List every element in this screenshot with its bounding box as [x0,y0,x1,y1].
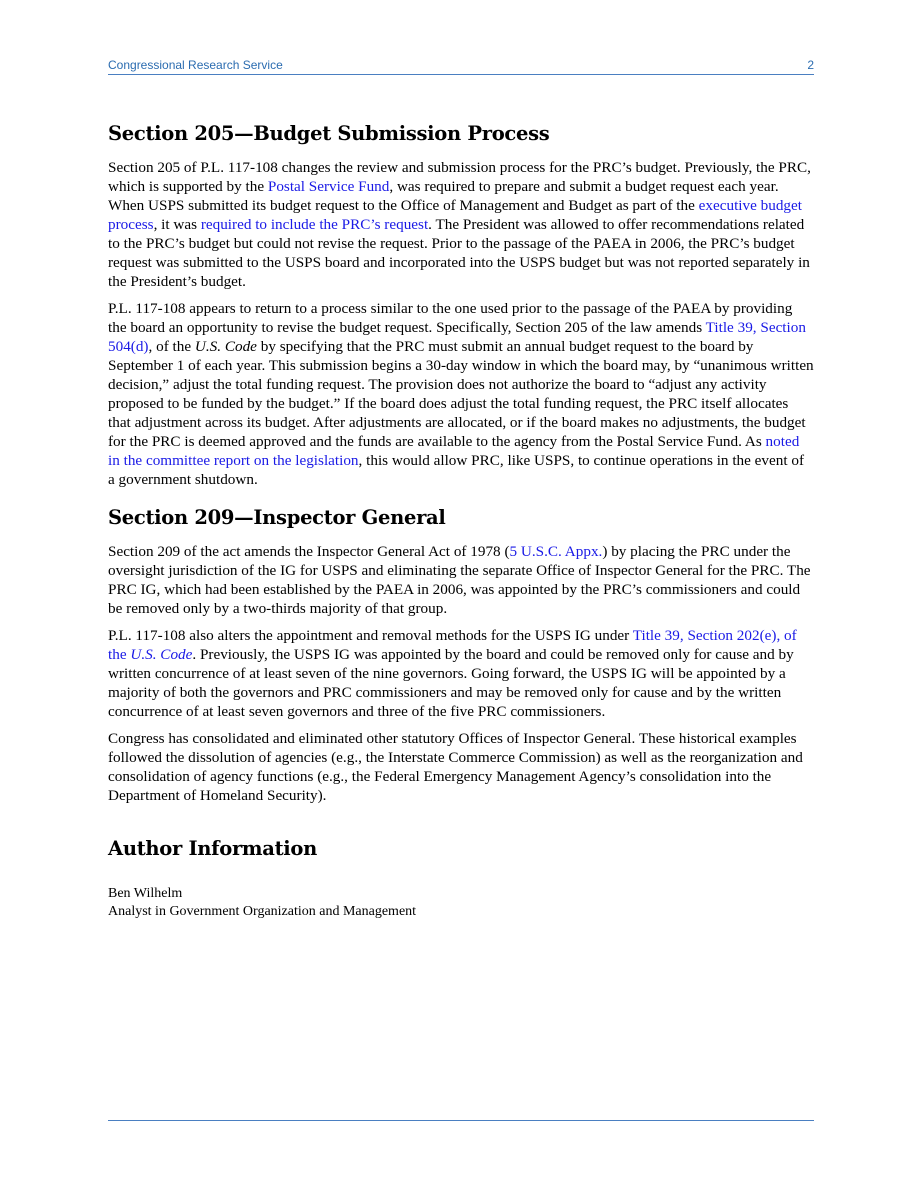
section-205-paragraph-1 [108,158,814,291]
text-run: . The President was allowed to offer recommendations related to the PRC’s budget but could not revise the request. Prior to the passage of the PAEA in 2006, the PRC’s budget request was submitted to the USPS board and incorporated into the USPS budget but was not reported separately in the President’s budget. [108,216,810,290]
text-run: by specifying that the PRC must submit an annual budget request to the board by September 1 of each year. This submission begins a 30-day window in which the board may, by “unanimous written decision,” adjust the total funding request. The provision does not authorize the board to “adjust any activity proposed to be funded by the budget.” If the board does adjust the total funding request, the PRC itself allocates that adjustment across its budget. After adjustments are allocated, or if the board makes no adjustments, the budget for the PRC is deemed approved and the funds are available to the agency from the Postal Service Fund. As [108,338,814,450]
section-205-heading: Section 205—Budget Submission Process [108,122,550,145]
section-209-paragraph-1 [108,542,814,618]
italic-us-code: U.S. Code [194,338,257,355]
section-209-paragraph-2 [108,626,814,721]
section-205-paragraph-2 [108,299,814,489]
author-name: Ben Wilhelm [108,886,183,901]
text-run: , it was [153,216,201,233]
text-run: ) by placing the PRC under the oversight jurisdiction of the IG for USPS and eliminating the separate Office of Inspector General for the PRC. The PRC IG, which had been established by the PAEA in 2006, was appointed by the PRC’s commissioners and could be removed only by a two-thirds majority of that group. [108,543,811,617]
page-number: 2 [807,58,814,72]
main-content [108,120,814,921]
section-209-paragraph-3: Congress has consolidated and eliminated other statutory Offices of Inspector General. These historical examples followed the dissolution of agencies (e.g., the Interstate Commerce Commission) as well as the reorganization and consolidation of agency functions (e.g., the Federal Emergency Management Agency’s consolidation into the Department of Homeland Security). [108,730,803,804]
link-text: Title 39, Section 202(e), of the [108,627,797,663]
text-run: P.L. 117-108 appears to return to a process similar to the one used prior to the passage of the PAEA by providing the board an opportunity to revise the budget request. Specifically, Section 205 of the law amends [108,300,793,336]
text-run: Section 209 of the act amends the Inspector General Act of 1978 ( [108,543,510,560]
link-required-to-include-prc-request[interactable]: required to include the PRC’s request [200,216,429,233]
author-block [108,885,814,921]
text-run: , was required to prepare and submit a budget request each year. When USPS submitted its budget request to the Office of Management and Budget as part of the [108,178,779,214]
running-header [108,58,814,75]
link-executive-budget-process[interactable]: executive budget process [108,197,802,233]
link-committee-report[interactable]: noted in the committee report on the legislation [108,433,800,469]
footer-rule [108,1120,814,1121]
text-run: , of the [148,338,195,355]
section-209-heading: Section 209—Inspector General [108,506,446,529]
link-postal-service-fund[interactable]: Postal Service Fund [267,178,390,195]
text-run: . Previously, the USPS IG was appointed by the board and could be removed only for cause and by written concurrence of at least seven of the nine governors. Going forward, the USPS IG will be appointed by a majority of both the governors and PRC commissioners and may be removed only for cause and by the written concurrence of at least seven governors and three of the five PRC commissioners. [108,646,794,720]
author-title: Analyst in Government Organization and Management [108,904,417,919]
link-italic-us-code: U.S. Code [130,646,193,663]
link-5-usc-appx[interactable]: 5 U.S.C. Appx. [509,543,603,560]
link-title-39-section-504d[interactable]: Title 39, Section 504(d) [108,319,806,355]
author-information-heading: Author Information [108,837,317,860]
text-run: , this would allow PRC, like USPS, to continue operations in the event of a government shutdown. [108,452,805,488]
header-org-name: Congressional Research Service [108,58,283,72]
text-run: Section 205 of P.L. 117-108 changes the review and submission process for the PRC’s budget. Previously, the PRC, which is supported by the [108,159,811,195]
text-run: P.L. 117-108 also alters the appointment and removal methods for the USPS IG under [108,627,633,644]
